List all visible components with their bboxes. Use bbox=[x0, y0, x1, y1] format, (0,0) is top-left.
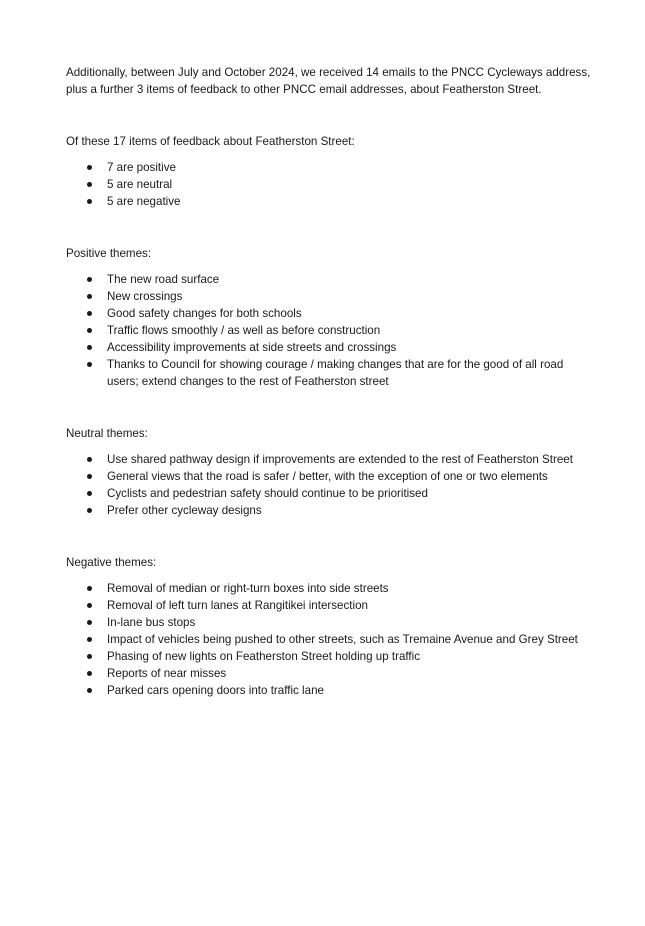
bullet-icon bbox=[87, 277, 92, 282]
bullet-icon bbox=[87, 457, 92, 462]
list-item-text: 5 are negative bbox=[107, 195, 181, 208]
list-item-text: Removal of left turn lanes at Rangitikei intersection bbox=[107, 599, 368, 612]
list-item-text: Thanks to Council for showing courage / making changes that are for the good of all road users; extend changes to the rest of Featherston street bbox=[107, 358, 564, 388]
list-item bbox=[66, 485, 586, 502]
list-item bbox=[66, 193, 586, 210]
list-item-text: Impact of vehicles being pushed to other streets, such as Tremaine Avenue and Grey Street bbox=[107, 633, 578, 646]
bullet-icon bbox=[87, 199, 92, 204]
bullet-icon bbox=[87, 620, 92, 625]
negative-themes-list bbox=[66, 580, 586, 699]
list-item-text: 7 are positive bbox=[107, 161, 176, 174]
bullet-icon bbox=[87, 165, 92, 170]
list-item-text: Removal of median or right-turn boxes into side streets bbox=[107, 582, 389, 595]
list-item bbox=[66, 159, 586, 176]
list-item bbox=[66, 682, 586, 699]
bullet-icon bbox=[87, 345, 92, 350]
bullet-icon bbox=[87, 474, 92, 479]
bullet-icon bbox=[87, 671, 92, 676]
summary-list bbox=[66, 159, 586, 210]
neutral-themes-heading: Neutral themes: bbox=[66, 427, 148, 440]
list-item-text: Cyclists and pedestrian safety should continue to be prioritised bbox=[107, 487, 428, 500]
bullet-icon bbox=[87, 182, 92, 187]
list-item-text: Reports of near misses bbox=[107, 667, 227, 680]
positive-themes-heading: Positive themes: bbox=[66, 247, 152, 260]
bullet-icon bbox=[87, 637, 92, 642]
bullet-icon bbox=[87, 508, 92, 513]
list-item bbox=[66, 288, 586, 305]
bullet-icon bbox=[87, 328, 92, 333]
list-item-text: Use shared pathway design if improvements are extended to the rest of Featherston Street bbox=[107, 453, 573, 466]
list-item bbox=[66, 339, 586, 356]
list-item bbox=[66, 502, 586, 519]
negative-themes-heading: Negative themes: bbox=[66, 556, 157, 569]
list-item-text: General views that the road is safer / better, with the exception of one or two elements bbox=[107, 470, 548, 483]
bullet-icon bbox=[87, 294, 92, 299]
list-item-text: New crossings bbox=[107, 290, 183, 303]
bullet-icon bbox=[87, 586, 92, 591]
bullet-icon bbox=[87, 688, 92, 693]
list-item bbox=[66, 665, 586, 682]
list-item-text: Prefer other cycleway designs bbox=[107, 504, 262, 517]
list-item bbox=[66, 597, 586, 614]
list-item-text: The new road surface bbox=[107, 273, 220, 286]
list-item bbox=[66, 614, 586, 631]
list-item-text: Phasing of new lights on Featherston Street holding up traffic bbox=[107, 650, 421, 663]
bullet-icon bbox=[87, 603, 92, 608]
list-item bbox=[66, 356, 586, 390]
bullet-icon bbox=[87, 654, 92, 659]
list-item bbox=[66, 271, 586, 288]
list-item bbox=[66, 176, 586, 193]
neutral-themes-list bbox=[66, 451, 586, 519]
summary-heading: Of these 17 items of feedback about Featherston Street: bbox=[66, 135, 355, 148]
list-item-text: Good safety changes for both schools bbox=[107, 307, 302, 320]
intro-paragraph: Additionally, between July and October 2024, we received 14 emails to the PNCC Cycleways address, plus a further 3 items of feedback to other PNCC email addresses, about Featherston Street. bbox=[66, 66, 591, 96]
list-item-text: Accessibility improvements at side streets and crossings bbox=[107, 341, 397, 354]
list-item-text: 5 are neutral bbox=[107, 178, 173, 191]
list-item bbox=[66, 631, 586, 648]
positive-themes-list bbox=[66, 271, 586, 390]
list-item bbox=[66, 648, 586, 665]
list-item-text: In-lane bus stops bbox=[107, 616, 196, 629]
list-item-text: Parked cars opening doors into traffic lane bbox=[107, 684, 324, 697]
bullet-icon bbox=[87, 362, 92, 367]
list-item bbox=[66, 305, 586, 322]
list-item bbox=[66, 580, 586, 597]
list-item bbox=[66, 451, 586, 468]
list-item bbox=[66, 322, 586, 339]
bullet-icon bbox=[87, 311, 92, 316]
list-item-text: Traffic flows smoothly / as well as before construction bbox=[107, 324, 381, 337]
list-item bbox=[66, 468, 586, 485]
bullet-icon bbox=[87, 491, 92, 496]
